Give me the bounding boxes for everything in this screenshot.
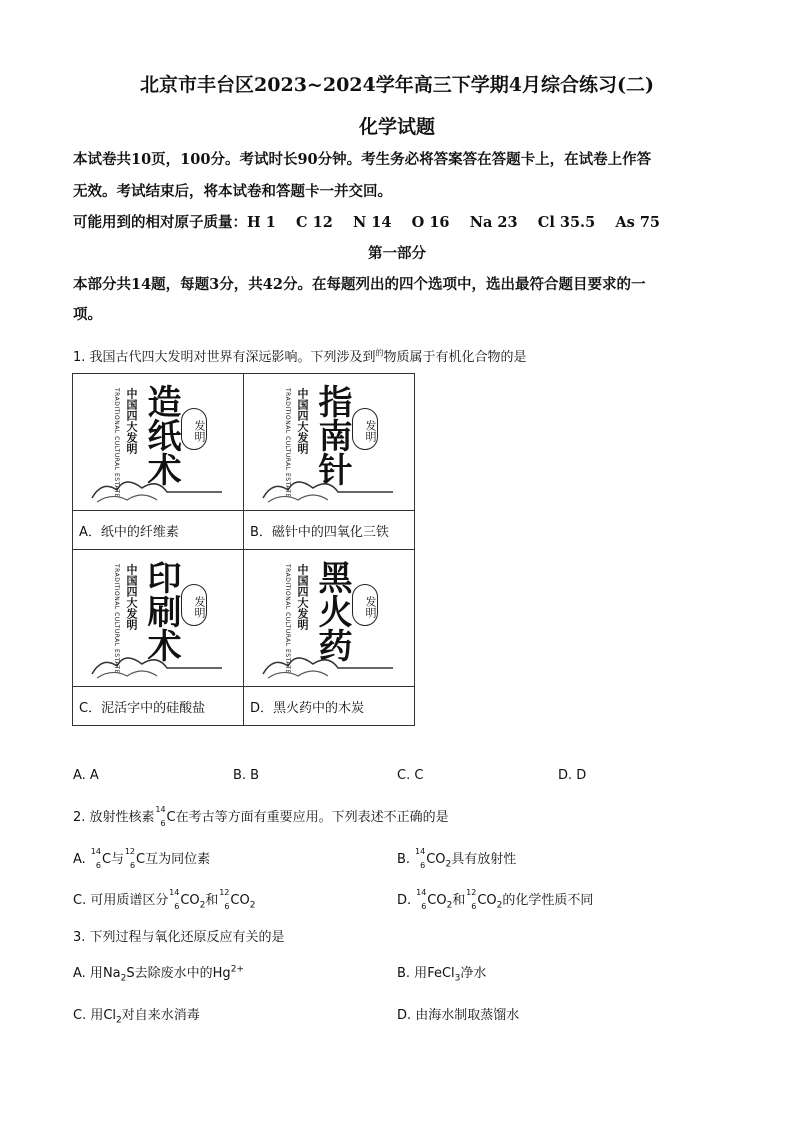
q2-stem-a: 2. 放射性核素: [73, 810, 155, 825]
part-description-1: 本部分共14题，每题3分，共42分。在每题列出的四个选项中，选出最符合题目要求的一: [73, 276, 646, 293]
option-cell-a: A．纸中的纤维素: [73, 511, 244, 550]
mass-number: 12: [466, 888, 477, 897]
atomic-number: 6: [471, 902, 477, 911]
poster-seal: 发明: [352, 408, 378, 450]
option-text: 去除废水中的: [134, 966, 213, 981]
atomic-number: 6: [421, 902, 427, 911]
connector-text: 和: [205, 893, 219, 908]
atomic-number: 6: [129, 861, 136, 870]
option-text-end: 净水: [460, 966, 487, 981]
poster-seal: 发明: [181, 584, 207, 626]
q2-stem-b: 在考古等方面有重要应用。下列表述不正确的是: [175, 810, 449, 825]
atomic-number: 6: [95, 861, 101, 870]
poster-english: TRADITIONAL CULTURAL ESTATE: [113, 388, 120, 498]
poster-english: TRADITIONAL CULTURAL ESTATE: [113, 564, 120, 674]
formula: Na: [102, 966, 121, 981]
cloud-icon: [258, 470, 398, 506]
poster-seal: 发明: [181, 408, 207, 450]
subscript: 2: [496, 900, 503, 911]
option-label: D.: [397, 893, 412, 908]
cloud-icon: [258, 646, 398, 682]
option-cell-b: B．磁针中的四氧化三铁: [244, 511, 415, 550]
question-1-stem-part-b: 物质属于有机化合物的是: [383, 350, 527, 365]
q2-option-a: [73, 847, 211, 870]
nuclide: [414, 847, 426, 870]
atomic-number: 6: [224, 902, 230, 911]
subscript: 2: [446, 900, 453, 911]
mass-number: 14: [155, 805, 166, 814]
poster-gunpowder: [244, 550, 415, 687]
poster-english: TRADITIONAL CULTURAL ESTATE: [284, 388, 291, 498]
poster-small-text: 中国四大发明: [296, 564, 309, 630]
q2-option-d: [397, 889, 593, 911]
poster-big-text: 造纸术: [141, 384, 181, 486]
formula: CO: [180, 893, 200, 908]
poster-seal: 发明: [352, 584, 378, 626]
mass-number: 14: [416, 888, 427, 897]
nuclide: [90, 847, 102, 870]
q2-option-c: [73, 889, 255, 911]
q1-answer-d: D. D: [558, 768, 587, 783]
formula: S: [126, 966, 135, 981]
ion: Hg: [212, 966, 231, 981]
question-1-stem: [73, 346, 527, 365]
subscript: 2: [120, 973, 127, 984]
cloud-icon: [87, 470, 227, 506]
formula: FeCl: [427, 966, 455, 981]
mass-number: 14: [90, 847, 101, 856]
option-cell-d: D．黑火药中的木炭: [244, 687, 415, 726]
option-cell-c: C．泥活字中的硅酸盐: [73, 687, 244, 726]
atomic-masses: 可能用到的相对原子质量：H 1 C 12 N 14 O 16 Na 23 Cl 35.5 As 75: [73, 214, 661, 231]
option-label: B.: [397, 852, 411, 867]
exam-title: 北京市丰台区2023~2024学年高三下学期4月综合练习(二): [140, 74, 654, 96]
q3-option-a: [73, 962, 244, 984]
poster-small-text: 中国四大发明: [296, 388, 309, 454]
nuclide-c14: [155, 805, 167, 828]
poster-english: TRADITIONAL CULTURAL ESTATE: [284, 564, 291, 674]
atomic-number: 6: [420, 861, 426, 870]
element-symbol: C: [101, 852, 112, 867]
poster-big-text: 黑火药: [312, 560, 352, 662]
option-text-end: 互为同位素: [145, 852, 211, 867]
subscript: 2: [116, 1015, 122, 1026]
exam-subtitle: 化学试题: [358, 116, 435, 138]
formula: CO: [427, 893, 447, 908]
q3-option-d: D. 由海水制取蒸馏水: [397, 1008, 520, 1023]
connector-text: 和: [452, 893, 466, 908]
q1-answer-c: C. C: [397, 768, 424, 783]
q3-option-c: [73, 1004, 200, 1026]
q2-option-b: [397, 848, 516, 870]
option-label: C. 用: [73, 1008, 104, 1023]
cloud-icon: [87, 646, 227, 682]
formula: Cl: [103, 1008, 117, 1023]
intro-line-2: 无效。考试结束后，将本试卷和答题卡一并交回。: [73, 183, 392, 200]
option-label: B. 用: [397, 966, 428, 981]
nuclide: [465, 888, 477, 911]
atomic-number: 6: [174, 902, 180, 911]
element-symbol: C: [136, 852, 146, 867]
poster-big-text: 指南针: [312, 384, 352, 486]
poster-big-text: 印刷术: [141, 560, 181, 662]
formula: CO: [477, 893, 497, 908]
option-text-end: 的化学性质不同: [502, 893, 594, 908]
nuclide: [168, 888, 180, 911]
option-text-end: 具有放射性: [451, 852, 517, 867]
formula: CO: [230, 893, 250, 908]
option-label: A. 用: [73, 966, 103, 981]
question-1-stem-glyph: 的: [375, 348, 384, 358]
nuclide: [218, 888, 230, 911]
atomic-number: 6: [160, 819, 166, 828]
question-2-stem: [73, 805, 449, 828]
subscript: 2: [445, 859, 452, 870]
question-3-stem: 3. 下列过程与氧化还原反应有关的是: [73, 930, 285, 945]
intro-line-1: 本试卷共10页，100分。考试时长90分钟。考生务必将答案答在答题卡上，在试卷上作答: [73, 151, 652, 168]
option-label: A.: [73, 852, 86, 867]
subscript: 2: [199, 900, 206, 911]
connector-text: 与: [111, 852, 125, 867]
mass-number: 12: [219, 888, 230, 897]
nuclide: [124, 847, 136, 870]
poster-compass: [244, 374, 415, 511]
mass-number: 14: [415, 847, 426, 856]
question-1-option-table: [72, 373, 415, 726]
poster-papermaking: [73, 374, 244, 511]
mass-number: 14: [169, 888, 180, 897]
poster-small-text: 中国四大发明: [125, 388, 138, 454]
q3-option-b: [397, 962, 486, 984]
nuclide: [415, 888, 427, 911]
q1-answer-a: A. A: [73, 768, 99, 783]
option-label: C. 可用质谱区分: [73, 893, 169, 908]
option-text-end: 对自来水消毒: [121, 1008, 200, 1023]
nuclide-symbol: C: [166, 810, 176, 825]
poster-printing: [73, 550, 244, 687]
question-1-stem-part-a: 1. 我国古代四大发明对世界有深远影响。下列涉及到: [73, 350, 376, 365]
ion-charge: 2+: [230, 964, 244, 975]
formula: CO: [426, 852, 446, 867]
subscript: 2: [249, 900, 256, 911]
part-heading: 第一部分: [368, 245, 426, 262]
q1-answer-b: B. B: [233, 768, 260, 783]
subscript: 3: [454, 973, 461, 984]
poster-small-text: 中国四大发明: [125, 564, 138, 630]
part-description-2: 项。: [73, 306, 102, 323]
mass-number: 12: [124, 847, 136, 856]
